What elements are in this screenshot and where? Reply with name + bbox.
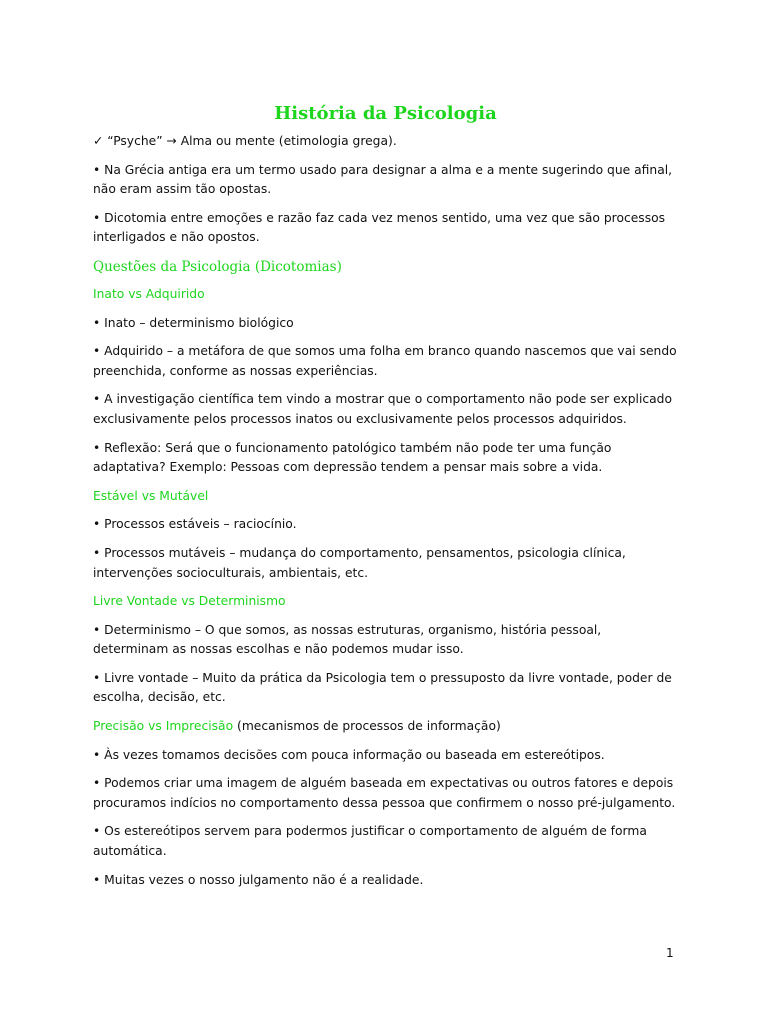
list-item: • Às vezes tomamos decisões com pouca informação ou baseada em estereótipos. (93, 747, 605, 762)
page-number: 1 (666, 946, 674, 960)
list-item: • Os estereótipos servem para podermos justificar o comportamento de alguém de forma automática. (93, 824, 647, 859)
list-item: • A investigação científica tem vindo a mostrar que o comportamento não pode ser explicado exclusivamente pelos processos inatos ou exclusivamente pelos processos adquiridos. (93, 392, 673, 426)
subsection-heading-livre: Livre Vontade vs Determinismo (93, 594, 286, 609)
list-item: • Reflexão: Será que o funcionamento patológico também não pode ter uma função adaptativa? Exemplo: Pessoas com depressão tendem a pensar mais sobre a vida. (93, 440, 612, 475)
list-item: • Adquirido – a metáfora de que somos uma folha em branco quando nascemos que vai sendo preenchida, conforme as nossas experiências. (93, 344, 677, 378)
intro-paragraph: • Dicotomia entre emoções e razão faz cada vez menos sentido, uma vez que são processos interligados e não opostos. (93, 210, 666, 245)
list-item: • Podemos criar uma imagem de alguém baseada em expectativas ou outros fatores e depois procuramos indícios no comportamento dessa pessoa que confirmem o nosso pré-julgamento. (93, 776, 676, 810)
document-body (93, 101, 678, 899)
list-item: • Muitas vezes o nosso julgamento não é a realidade. (93, 872, 424, 887)
subsection-heading-inato: Inato vs Adquirido (93, 286, 205, 301)
intro-paragraph: • Na Grécia antiga era um termo usado para designar a alma e a mente sugerindo que afinal, não eram assim tão opostas. (93, 162, 673, 197)
page-title: História da Psicologia (274, 103, 497, 124)
subsection-heading-estavel: Estável vs Mutável (93, 488, 209, 503)
section-heading: Questões da Psicologia (Dicotomias) (93, 258, 342, 275)
precisao-heading-label: Precisão vs Imprecisão (93, 719, 234, 734)
list-item: • Livre vontade – Muito da prática da Psicologia tem o pressuposto da livre vontade, poder de escolha, decisão, etc. (93, 670, 672, 705)
list-item: • Determinismo – O que somos, as nossas estruturas, organismo, história pessoal, determinam as nossas escolhas e não podemos mudar isso. (93, 622, 602, 657)
list-item: • Processos estáveis – raciocínio. (93, 517, 297, 532)
intro-paragraph: ✓ “Psyche” → Alma ou mente (etimologia grega). (93, 134, 397, 148)
subsection-heading-precisao (93, 717, 678, 737)
list-item: • Inato – determinismo biológico (93, 315, 294, 330)
precisao-heading-suffix: (mecanismos de processos de informação) (233, 719, 501, 734)
list-item: • Processos mutáveis – mudança do comportamento, pensamentos, psicologia clínica, intervenções socioculturais, ambientais, etc. (93, 545, 626, 580)
